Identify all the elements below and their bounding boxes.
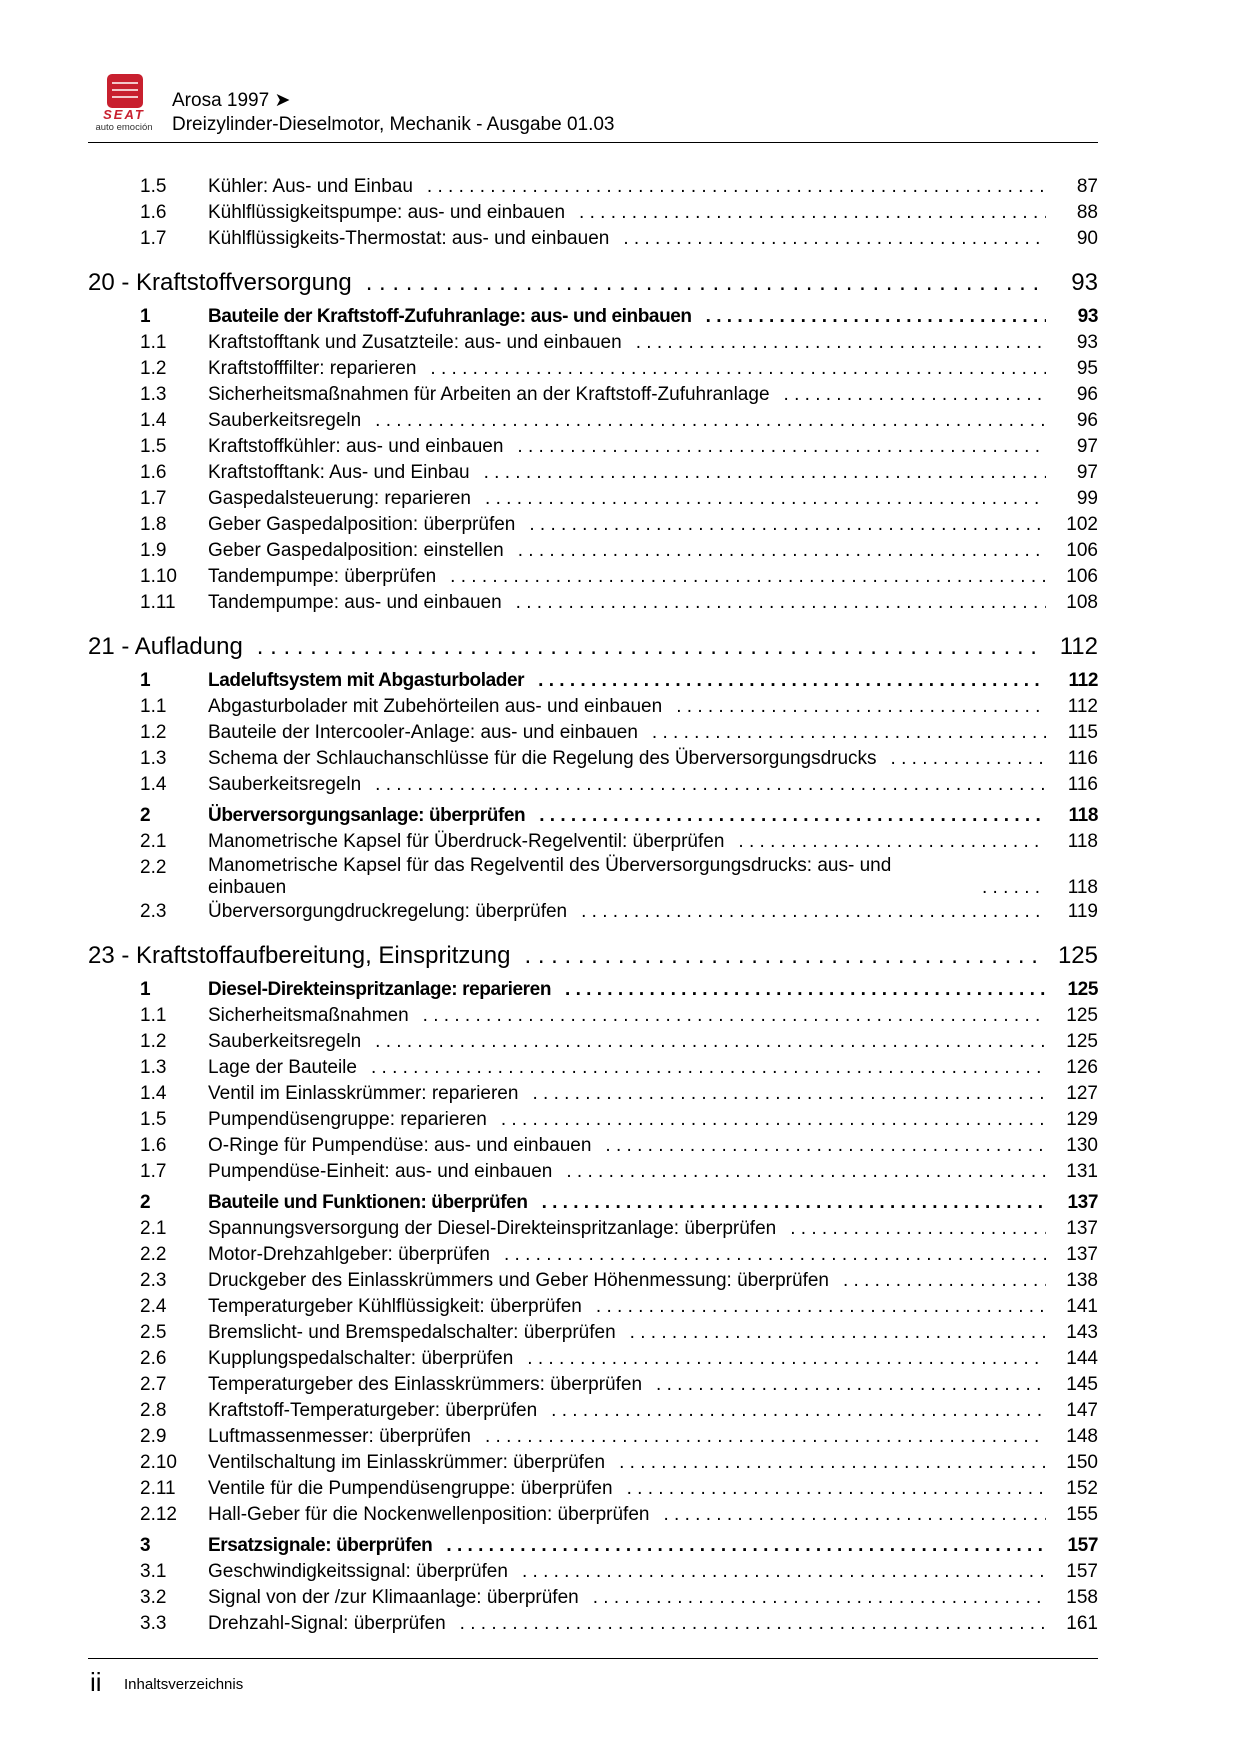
toc-entry-number: 1 [140, 670, 151, 691]
toc-entry-number: 1.5 [140, 436, 167, 457]
toc-entry-page: 161 [1066, 1613, 1098, 1634]
toc-entry-number: 2.7 [140, 1374, 167, 1395]
toc-entry[interactable] [88, 590, 1098, 616]
toc-entry-title: Bauteile und Funktionen: überprüfen [208, 1192, 528, 1213]
toc-entry-title: Kraftstoff-Temperaturgeber: überprüfen [208, 1400, 538, 1421]
toc-dot-leader [522, 1559, 1046, 1585]
toc-entry-page: 125 [1067, 979, 1098, 1000]
toc-entry[interactable] [88, 1190, 1098, 1216]
toc-entry-title: Temperaturgeber Kühlflüssigkeit: überprüfen [208, 1296, 582, 1317]
toc-entry-title: Kupplungspedalschalter: überprüfen [208, 1348, 514, 1369]
toc-entry-number: 1 [140, 979, 151, 1000]
toc-dot-leader [627, 1476, 1046, 1502]
toc-entry-title: Bauteile der Kraftstoff-Zufuhranlage: aus- und einbauen [208, 306, 692, 327]
toc-entry-number: 1.6 [140, 1135, 167, 1156]
toc-entry[interactable] [88, 746, 1098, 772]
toc-dot-leader [450, 564, 1046, 590]
toc-entry[interactable] [88, 1003, 1098, 1029]
toc-dot-leader [784, 382, 1046, 408]
toc-entry-number: 2 [140, 805, 151, 826]
toc-entry[interactable] [88, 829, 1098, 855]
toc-entry-title: Druckgeber des Einlasskrümmers und Geber Höhenmessung: überprüfen [208, 1270, 829, 1291]
toc-entry-page: 152 [1066, 1478, 1098, 1499]
toc-entry-page: 118 [1067, 877, 1098, 898]
toc-entry-title: Motor-Drehzahlgeber: überprüfen [208, 1244, 490, 1265]
table-of-contents [88, 174, 1098, 1637]
toc-dot-leader [501, 1107, 1046, 1133]
toc-entry-page: 88 [1076, 202, 1098, 223]
toc-entry-page: 93 [1071, 269, 1098, 296]
toc-entry[interactable] [88, 512, 1098, 538]
toc-entry-title: 20 - Kraftstoffversorgung [88, 269, 352, 296]
toc-dot-leader [485, 486, 1046, 512]
toc-dot-leader [738, 829, 1046, 855]
toc-dot-leader [375, 772, 1046, 798]
toc-entry-number: 1.11 [140, 592, 176, 613]
toc-entry[interactable] [88, 174, 1098, 200]
toc-dot-leader [551, 1398, 1046, 1424]
toc-entry-number: 2.1 [140, 831, 167, 852]
seat-logo-icon [107, 74, 143, 108]
toc-entry[interactable] [88, 356, 1098, 382]
toc-entry-number: 1.6 [140, 462, 167, 483]
toc-entry[interactable] [88, 1055, 1098, 1081]
toc-dot-leader [652, 720, 1046, 746]
toc-dot-leader [636, 330, 1046, 356]
toc-entry[interactable] [88, 899, 1098, 925]
toc-entry-number: 1.2 [140, 722, 167, 743]
toc-entry[interactable] [88, 1159, 1098, 1185]
toc-entry-title: Abgasturbolader mit Zubehörteilen aus- und einbauen [208, 696, 663, 717]
toc-dot-leader [423, 1003, 1046, 1029]
toc-entry-title: Kraftstofftank: Aus- und Einbau [208, 462, 470, 483]
toc-entry[interactable] [88, 1372, 1098, 1398]
toc-entry-page: 115 [1067, 722, 1098, 743]
toc-entry-title: Diesel-Direkteinspritzanlage: reparieren [208, 979, 552, 1000]
toc-entry-number: 1.3 [140, 384, 167, 405]
toc-entry-page: 125 [1066, 1005, 1098, 1026]
toc-entry-title: Bauteile der Intercooler-Anlage: aus- und einbauen [208, 722, 638, 743]
toc-entry-page: 127 [1066, 1083, 1098, 1104]
toc-entry-page: 129 [1066, 1109, 1098, 1130]
toc-entry[interactable] [88, 486, 1098, 512]
toc-entry-title: Überversorgungdruckregelung: überprüfen [208, 901, 568, 922]
toc-entry-title: Hall-Geber für die Nockenwellenposition: überprüfen [208, 1504, 650, 1525]
toc-dot-leader [623, 226, 1046, 252]
toc-entry-title: Überversorgungsanlage: überprüfen [208, 805, 526, 826]
toc-entry[interactable] [88, 855, 1098, 899]
toc-entry-page: 87 [1076, 176, 1098, 197]
toc-entry-title: Sicherheitsmaßnahmen für Arbeiten an der Kraftstoff-Zufuhranlage [208, 384, 770, 405]
toc-dot-leader [790, 1216, 1046, 1242]
toc-entry-page: 137 [1066, 1218, 1098, 1239]
toc-dot-leader [542, 1190, 1046, 1216]
page-footer [88, 1658, 1098, 1697]
toc-entry[interactable] [88, 1242, 1098, 1268]
toc-dot-leader [605, 1133, 1046, 1159]
document-subtitle: Dreizylinder-Dieselmotor, Mechanik - Ausgabe 01.03 [172, 114, 615, 135]
toc-entry-number: 1.1 [140, 1005, 167, 1026]
toc-entry-page: 90 [1076, 228, 1098, 249]
footer-page-number: ii [90, 1667, 102, 1697]
toc-entry-number: 2.8 [140, 1400, 167, 1421]
toc-entry-number: 1.2 [140, 1031, 167, 1052]
toc-entry-page: 96 [1076, 384, 1098, 405]
toc-entry-title: 21 - Aufladung [88, 633, 243, 660]
toc-entry-page: 93 [1076, 332, 1098, 353]
toc-entry-page: 158 [1066, 1587, 1098, 1608]
toc-entry[interactable] [88, 803, 1098, 829]
toc-dot-leader [375, 1029, 1046, 1055]
document-title: Arosa 1997 ➤ [172, 90, 291, 111]
toc-entry-page: 157 [1066, 1561, 1098, 1582]
toc-entry[interactable] [88, 1450, 1098, 1476]
toc-entry[interactable] [88, 1476, 1098, 1502]
toc-entry-title: Gaspedalsteuerung: reparieren [208, 488, 472, 509]
toc-entry-title: Luftmassenmesser: überprüfen [208, 1426, 471, 1447]
toc-dot-leader [485, 1424, 1046, 1450]
toc-dot-leader [430, 356, 1046, 382]
toc-dot-leader [532, 1081, 1046, 1107]
toc-entry-title: Kühlflüssigkeitspumpe: aus- und einbauen [208, 202, 566, 223]
toc-entry[interactable] [88, 772, 1098, 798]
toc-dot-leader [630, 1320, 1046, 1346]
toc-dot-leader [427, 174, 1046, 200]
toc-entry-page: 137 [1067, 1192, 1098, 1213]
toc-entry-number: 1.4 [140, 410, 167, 431]
toc-dot-leader [596, 1294, 1046, 1320]
toc-entry-title: Spannungsversorgung der Diesel-Direkteinspritzanlage: überprüfen [208, 1218, 777, 1239]
toc-entry-title: Temperaturgeber des Einlasskrümmers: überprüfen [208, 1374, 643, 1395]
toc-entry[interactable] [88, 1424, 1098, 1450]
toc-entry-title: Kühlflüssigkeits-Thermostat: aus- und einbauen [208, 228, 610, 249]
toc-entry-number: 2 [140, 1192, 151, 1213]
toc-entry-number: 1.3 [140, 748, 167, 769]
toc-dot-leader [565, 977, 1046, 1003]
toc-entry-number: 2.3 [140, 1270, 167, 1291]
toc-dot-leader [843, 1268, 1046, 1294]
toc-dot-leader [663, 1502, 1046, 1528]
toc-dot-leader [619, 1450, 1046, 1476]
toc-dot-leader [371, 1055, 1046, 1081]
toc-entry-title: Geschwindigkeitssignal: überprüfen [208, 1561, 508, 1582]
toc-dot-leader [706, 304, 1046, 330]
toc-dot-leader [446, 1533, 1046, 1559]
toc-dot-leader [676, 694, 1046, 720]
toc-entry-title: Ladeluftsystem mit Abgasturbolader [208, 670, 525, 691]
toc-dot-leader [527, 1346, 1046, 1372]
toc-entry-number: 2.12 [140, 1504, 177, 1525]
toc-entry-title: Manometrische Kapsel für Überdruck-Regelventil: überprüfen [208, 831, 725, 852]
toc-entry-page: 96 [1076, 410, 1098, 431]
toc-entry-title: Drehzahl-Signal: überprüfen [208, 1613, 446, 1634]
toc-entry[interactable] [88, 460, 1098, 486]
toc-entry-page: 150 [1066, 1452, 1098, 1473]
toc-entry-page: 102 [1066, 514, 1098, 535]
toc-dot-leader [517, 434, 1046, 460]
toc-entry[interactable] [88, 1107, 1098, 1133]
toc-entry[interactable] [88, 1611, 1098, 1637]
toc-dot-leader [516, 590, 1046, 616]
toc-entry-title: Ventile für die Pumpendüsengruppe: überprüfen [208, 1478, 613, 1499]
toc-entry-number: 1.9 [140, 540, 167, 561]
toc-entry-number: 1.6 [140, 202, 167, 223]
toc-entry[interactable] [88, 1346, 1098, 1372]
toc-entry-title: Ventil im Einlasskrümmer: reparieren [208, 1083, 519, 1104]
toc-entry-title: Ventilschaltung im Einlasskrümmer: überprüfen [208, 1452, 606, 1473]
toc-entry[interactable] [88, 720, 1098, 746]
toc-entry-title: Sauberkeitsregeln [208, 774, 362, 795]
toc-entry[interactable] [88, 564, 1098, 590]
toc-entry-number: 2.6 [140, 1348, 167, 1369]
toc-chapter-entry[interactable] [88, 940, 1098, 972]
toc-entry[interactable] [88, 1029, 1098, 1055]
toc-entry-title: Schema der Schlauchanschlüsse für die Regelung des Überversorgungsdrucks [208, 748, 877, 769]
toc-entry-title: Kühler: Aus- und Einbau [208, 176, 413, 197]
toc-entry[interactable] [88, 977, 1098, 1003]
toc-entry-number: 2.10 [140, 1452, 177, 1473]
toc-entry-title: 23 - Kraftstoffaufbereitung, Einspritzung [88, 942, 511, 969]
logo-tagline: auto emoción [95, 122, 153, 133]
toc-entry-page: 143 [1066, 1322, 1098, 1343]
toc-entry-title: Geber Gaspedalposition: überprüfen [208, 514, 516, 535]
toc-entry[interactable] [88, 200, 1098, 226]
toc-entry-page: 131 [1066, 1161, 1098, 1182]
toc-entry-page: 116 [1067, 774, 1098, 795]
toc-entry-title: Kraftstofffilter: reparieren [208, 358, 417, 379]
toc-dot-leader [366, 267, 1042, 299]
toc-entry-number: 2.1 [140, 1218, 167, 1239]
toc-entry-page: 144 [1066, 1348, 1098, 1369]
toc-entry-title: Sauberkeitsregeln [208, 410, 362, 431]
toc-dot-leader [566, 1159, 1046, 1185]
toc-entry-page: 126 [1066, 1057, 1098, 1078]
toc-entry[interactable] [88, 330, 1098, 356]
toc-entry-number: 2.4 [140, 1296, 167, 1317]
toc-entry-page: 148 [1066, 1426, 1098, 1447]
toc-dot-leader [518, 538, 1046, 564]
toc-entry[interactable] [88, 1559, 1098, 1585]
toc-entry-number: 2.2 [140, 1244, 167, 1265]
toc-entry[interactable] [88, 1398, 1098, 1424]
toc-entry-number: 1.4 [140, 1083, 167, 1104]
toc-entry[interactable] [88, 1268, 1098, 1294]
page-header [88, 70, 1098, 143]
toc-entry-title: Geber Gaspedalposition: einstellen [208, 540, 504, 561]
toc-dot-leader [539, 803, 1046, 829]
toc-entry-title: Pumpendüse-Einheit: aus- und einbauen [208, 1161, 553, 1182]
toc-entry[interactable] [88, 1216, 1098, 1242]
toc-entry-page: 125 [1066, 1031, 1098, 1052]
toc-entry-number: 1.7 [140, 488, 167, 509]
toc-dot-leader [538, 668, 1046, 694]
toc-entry-number: 1 [140, 306, 151, 327]
toc-entry[interactable] [88, 1081, 1098, 1107]
toc-entry-number: 1.5 [140, 1109, 167, 1130]
toc-entry-page: 157 [1067, 1535, 1098, 1556]
toc-entry[interactable] [88, 1133, 1098, 1159]
toc-entry-page: 130 [1066, 1135, 1098, 1156]
toc-entry-title: Signal von der /zur Klimaanlage: überprüfen [208, 1587, 579, 1608]
toc-entry-page: 106 [1066, 540, 1098, 561]
toc-entry-title: Ersatzsignale: überprüfen [208, 1535, 433, 1556]
toc-entry-page: 125 [1057, 942, 1098, 969]
toc-dot-leader [529, 512, 1046, 538]
toc-dot-leader [656, 1372, 1046, 1398]
toc-entry-page: 138 [1066, 1270, 1098, 1291]
toc-entry-title: Kraftstoffkühler: aus- und einbauen [208, 436, 504, 457]
toc-dot-leader [579, 200, 1046, 226]
toc-entry-number: 1.5 [140, 176, 167, 197]
logo-wordmark: SEAT [103, 107, 145, 122]
toc-entry-page: 118 [1067, 831, 1098, 852]
toc-entry[interactable] [88, 382, 1098, 408]
toc-entry[interactable] [88, 1533, 1098, 1559]
toc-entry-page: 95 [1076, 358, 1098, 379]
toc-entry-number: 3.3 [140, 1613, 167, 1634]
toc-entry-number: 2.3 [140, 901, 167, 922]
toc-entry[interactable] [88, 408, 1098, 434]
toc-entry-title: Kraftstofftank und Zusatzteile: aus- und einbauen [208, 332, 622, 353]
toc-entry-number: 1.3 [140, 1057, 167, 1078]
toc-chapter-entry[interactable] [88, 631, 1098, 663]
toc-entry[interactable] [88, 434, 1098, 460]
seat-logo [88, 70, 160, 132]
toc-entry-number: 1.1 [140, 332, 167, 353]
toc-dot-leader [982, 877, 1046, 899]
toc-chapter-entry[interactable] [88, 267, 1098, 299]
toc-entry-page: 112 [1067, 696, 1098, 717]
toc-entry-number: 3.2 [140, 1587, 167, 1608]
toc-entry[interactable] [88, 1585, 1098, 1611]
toc-entry-page: 106 [1066, 566, 1098, 587]
toc-dot-leader [524, 940, 1042, 972]
toc-entry-page: 116 [1067, 748, 1098, 769]
toc-entry-title: O-Ringe für Pumpendüse: aus- und einbauen [208, 1135, 592, 1156]
toc-dot-leader [375, 408, 1046, 434]
toc-dot-leader [257, 631, 1042, 663]
toc-entry-page: 93 [1077, 306, 1098, 327]
toc-entry-number: 2.2 [140, 857, 167, 878]
toc-entry-page: 97 [1076, 436, 1098, 457]
toc-entry-title: Sicherheitsmaßnahmen [208, 1005, 409, 1026]
toc-entry-number: 3.1 [140, 1561, 167, 1582]
toc-entry-title: Manometrische Kapsel für das Regelventil des Überversorgungsdrucks: aus- und einbauen [208, 855, 892, 898]
toc-entry-number: 2.9 [140, 1426, 167, 1447]
toc-entry-number: 1.7 [140, 228, 167, 249]
toc-entry-title: Lage der Bauteile [208, 1057, 357, 1078]
toc-entry-number: 3 [140, 1535, 151, 1556]
toc-entry[interactable] [88, 668, 1098, 694]
toc-entry[interactable] [88, 538, 1098, 564]
toc-entry-number: 2.5 [140, 1322, 167, 1343]
toc-entry-page: 155 [1066, 1504, 1098, 1525]
toc-entry-page: 99 [1076, 488, 1098, 509]
toc-entry-page: 137 [1066, 1244, 1098, 1265]
toc-entry-page: 119 [1067, 901, 1098, 922]
toc-entry-page: 108 [1066, 592, 1098, 613]
toc-dot-leader [460, 1611, 1046, 1637]
toc-entry-number: 2.11 [140, 1478, 176, 1499]
toc-entry-title: Bremslicht- und Bremspedalschalter: überprüfen [208, 1322, 616, 1343]
toc-dot-leader [593, 1585, 1046, 1611]
toc-entry-page: 97 [1076, 462, 1098, 483]
toc-entry[interactable] [88, 1320, 1098, 1346]
toc-entry-page: 145 [1066, 1374, 1098, 1395]
toc-entry-number: 1.2 [140, 358, 167, 379]
toc-entry-number: 1.4 [140, 774, 167, 795]
toc-entry-page: 112 [1059, 633, 1098, 660]
toc-entry[interactable] [88, 694, 1098, 720]
footer-label: Inhaltsverzeichnis [124, 1676, 244, 1693]
toc-entry-page: 141 [1066, 1296, 1098, 1317]
toc-entry-number: 1.1 [140, 696, 167, 717]
toc-entry[interactable] [88, 304, 1098, 330]
toc-entry-number: 1.7 [140, 1161, 167, 1182]
toc-entry-title: Sauberkeitsregeln [208, 1031, 362, 1052]
toc-entry-title: Pumpendüsengruppe: reparieren [208, 1109, 487, 1130]
toc-dot-leader [891, 746, 1046, 772]
toc-dot-leader [581, 899, 1046, 925]
toc-entry-page: 118 [1068, 805, 1098, 826]
toc-entry[interactable] [88, 1502, 1098, 1528]
toc-entry-page: 112 [1068, 670, 1098, 691]
toc-dot-leader [504, 1242, 1046, 1268]
toc-entry-title: Tandempumpe: überprüfen [208, 566, 437, 587]
toc-entry-title: Tandempumpe: aus- und einbauen [208, 592, 502, 613]
toc-entry-number: 1.10 [140, 566, 177, 587]
toc-entry[interactable] [88, 1294, 1098, 1320]
toc-entry[interactable] [88, 226, 1098, 252]
toc-entry-page: 147 [1066, 1400, 1098, 1421]
toc-entry-number: 1.8 [140, 514, 167, 535]
toc-dot-leader [484, 460, 1046, 486]
